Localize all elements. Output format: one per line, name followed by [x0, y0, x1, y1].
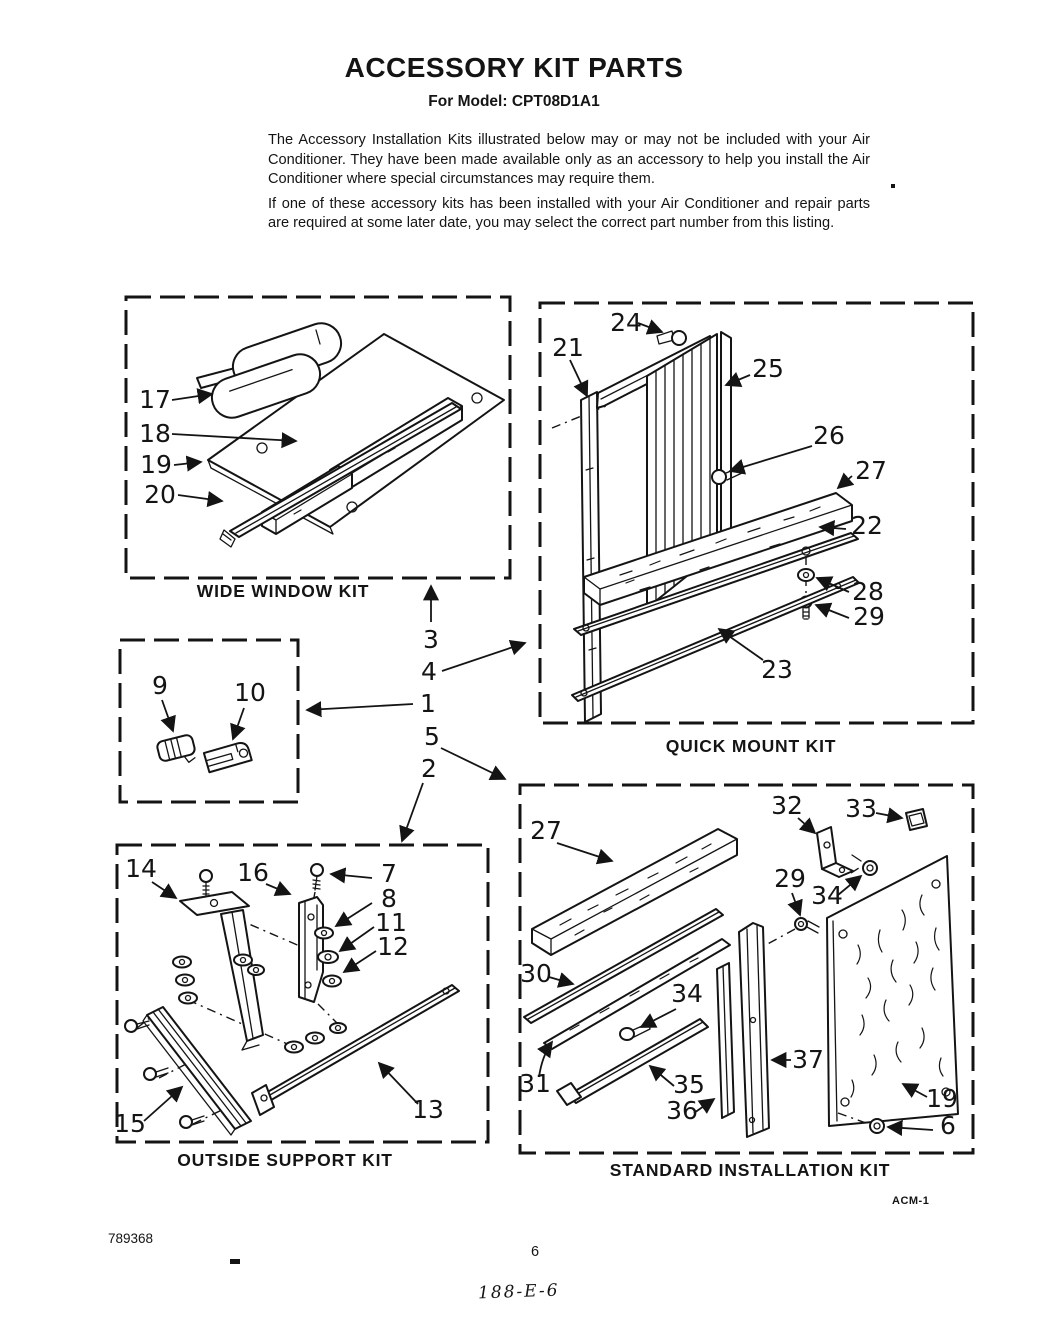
part-label-21: 21	[552, 333, 584, 362]
part-label-19: 19	[140, 450, 172, 479]
part-label-24: 24	[610, 308, 642, 337]
kit-title-standard-installation: STANDARD INSTALLATION KIT	[609, 1160, 891, 1180]
callout-arrow-4	[442, 643, 525, 671]
hardware-box	[120, 640, 298, 802]
scan-dot	[891, 184, 895, 188]
part-label-15: 15	[114, 1109, 146, 1138]
part-label-32: 32	[771, 791, 803, 820]
part-label-26: 26	[813, 421, 845, 450]
part-label-23: 23	[761, 655, 793, 684]
part-label-22: 22	[851, 511, 883, 540]
part-label-29b: 29	[774, 864, 806, 893]
callout-arrow-2	[402, 783, 423, 841]
part-label-34a: 34	[811, 881, 843, 910]
part-label-14: 14	[125, 854, 157, 883]
catalog-number: 789368	[108, 1231, 154, 1246]
part-label-11: 11	[375, 908, 407, 937]
callout-label-3: 3	[423, 625, 439, 654]
part-label-12: 12	[377, 932, 409, 961]
scan-speck	[230, 1259, 240, 1264]
part-label-13: 13	[412, 1095, 444, 1124]
handwritten-stamp: 188-E-6	[477, 1280, 560, 1304]
kit-callouts	[307, 586, 525, 841]
part-label-31: 31	[519, 1069, 551, 1098]
part-label-17: 17	[139, 385, 171, 414]
part-label-20: 20	[144, 480, 176, 509]
part-label-30: 30	[520, 959, 552, 988]
part-label-18: 18	[139, 419, 171, 448]
hardware-box-border	[120, 640, 298, 802]
part-label-16: 16	[237, 858, 269, 887]
part-label-36: 36	[666, 1096, 698, 1125]
part-label-6: 6	[940, 1111, 956, 1140]
doc-code: ACM-1	[892, 1195, 930, 1207]
part-label-34b: 34	[671, 979, 703, 1008]
model-line: For Model: CPT08D1A1	[428, 93, 600, 110]
kit-title-quick-mount: QUICK MOUNT KIT	[665, 736, 837, 756]
part-label-9: 9	[152, 671, 168, 700]
wide-window-kit	[126, 297, 510, 601]
callout-label-1: 1	[420, 689, 436, 718]
page-number: 6	[531, 1244, 540, 1260]
callout-label-5: 5	[424, 722, 440, 751]
outside-support-kit	[114, 845, 488, 1170]
part-label-29: 29	[853, 602, 885, 631]
kit-title-wide-window: WIDE WINDOW KIT	[196, 581, 370, 601]
standard-installation-kit	[519, 785, 973, 1180]
wide-window-kit-art	[197, 318, 504, 547]
standard-installation-kit-art	[524, 809, 958, 1137]
part-label-10: 10	[234, 678, 266, 707]
part-label-37: 37	[792, 1045, 824, 1074]
part-label-28: 28	[852, 577, 884, 606]
part-label-27b: 27	[530, 816, 562, 845]
callout-label-2: 2	[421, 754, 437, 783]
callout-arrow-5	[441, 748, 505, 779]
hardware-box-leaders	[162, 700, 244, 739]
part-label-7: 7	[381, 859, 397, 888]
callout-arrow-1	[307, 704, 413, 710]
page-title: ACCESSORY KIT PARTS	[344, 52, 684, 83]
hardware-box-art	[156, 734, 252, 772]
intro-paragraph-1: The Accessory Installation Kits illustrated below may or may not be included with your Air Conditioner. They have been made available only as an accessory to help you install the Air Conditioner where special circumstances may require them.	[268, 132, 870, 188]
callout-label-4: 4	[421, 657, 437, 686]
part-label-33: 33	[845, 794, 877, 823]
part-label-19b: 19	[926, 1084, 958, 1113]
part-label-35: 35	[673, 1070, 705, 1099]
part-label-27: 27	[855, 456, 887, 485]
part-label-25: 25	[752, 354, 784, 383]
kit-title-outside-support: OUTSIDE SUPPORT KIT	[177, 1150, 393, 1170]
quick-mount-kit	[540, 303, 973, 756]
intro-paragraph-2: If one of these accessory kits has been installed with your Air Conditioner and repair parts are required at some later date, you may select the correct part number from this listing.	[268, 195, 870, 232]
quick-mount-kit-art	[552, 331, 859, 722]
part-label-8: 8	[381, 884, 397, 913]
